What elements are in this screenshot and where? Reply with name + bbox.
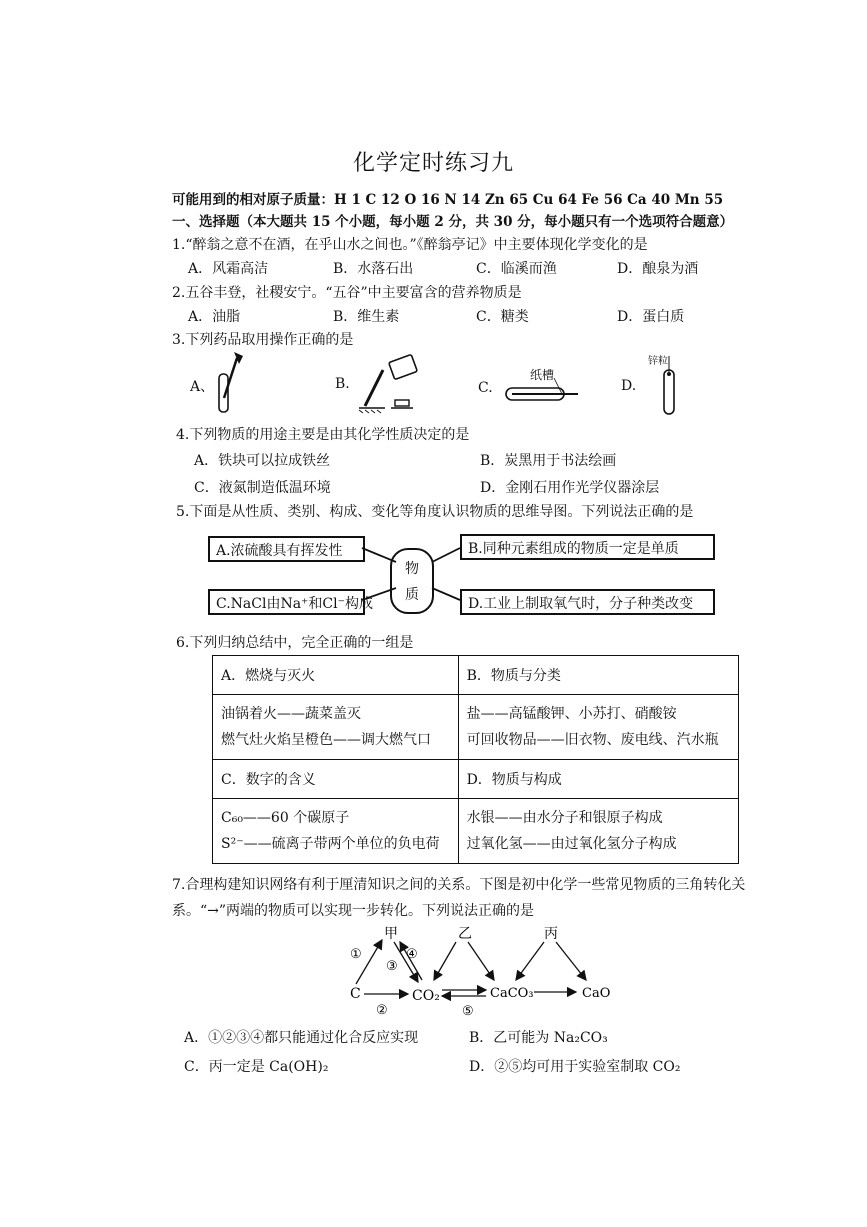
- q2-option-b: B．维生素: [333, 309, 400, 325]
- q7-option-b: B．乙可能为 Na₂CO₃: [469, 1030, 608, 1046]
- q7-node-co2: CO₂: [412, 988, 440, 1004]
- q7-label-5: ⑤: [462, 1004, 474, 1019]
- q7-diagram: [330, 918, 630, 1020]
- q3-label-c: 纸槽: [530, 368, 555, 382]
- q5-box-c: C.NaCl由Na⁺和Cl⁻构成: [208, 589, 365, 615]
- q5-box-d: D.工业上制取氧气时，分子种类改变: [460, 589, 715, 615]
- q6-cell-c-head: C．数字的含义: [213, 760, 459, 799]
- q7-option-c: C．丙一定是 Ca(OH)₂: [184, 1059, 329, 1075]
- q2-option-d: D．蛋白质: [617, 309, 685, 325]
- q5-center-bottom: 质: [405, 587, 419, 603]
- q5-center-top: 物: [405, 561, 419, 577]
- q6-cell-d-line1: 水银——由水分子和银原子构成: [466, 810, 663, 826]
- q6-cell-a-line1: 油锅着火——蔬菜盖灭: [221, 706, 361, 722]
- q7-arrow-yi-to-co2: [434, 942, 456, 980]
- q6-cell-a-head: A．燃烧与灭火: [213, 656, 459, 695]
- q1-option-d: D．酿泉为酒: [617, 261, 699, 277]
- q3-label-d: 锌粒: [648, 356, 668, 367]
- q7-option-d: D．②⑤均可用于实验室制取 CO₂: [469, 1059, 681, 1075]
- q3-option-c: C.: [478, 380, 493, 396]
- q6-cell-c-line1: C₆₀——60 个碳原子: [221, 810, 350, 826]
- q7-node-cao: CaO: [582, 986, 611, 1001]
- q4-stem: 4.下列物质的用途主要是由其化学性质决定的是: [176, 427, 470, 443]
- q1-option-c: C．临溪而渔: [476, 261, 557, 277]
- q6-cell-c-line2: S²⁻——硫离子带两个单位的负电荷: [221, 836, 440, 852]
- q1-option-b: B．水落石出: [333, 261, 414, 277]
- q5-box-a: A.浓硫酸具有挥发性: [208, 536, 365, 562]
- q3-option-d: D.: [621, 378, 637, 394]
- q7-node-caco3: CaCO₃: [490, 986, 534, 1001]
- q7-label-2: ②: [376, 1003, 388, 1018]
- q7-arrow-bing-to-caco3: [516, 942, 544, 980]
- q6-cell-a-line2: 燃气灶火焰呈橙色——调大燃气口: [221, 732, 431, 748]
- q7-label-1: ①: [350, 947, 362, 962]
- q3-stem: 3.下列药品取用操作正确的是: [172, 332, 354, 348]
- q2-stem: 2.五谷丰登，社稷安宁。“五谷”中主要富含的营养物质是: [172, 285, 522, 301]
- q6-cell-b-line1: 盐——高锰酸钾、小苏打、硝酸铵: [466, 706, 677, 722]
- q5-center-oval: [390, 548, 434, 614]
- q6-cell-b-head: B．物质与分类: [458, 656, 738, 695]
- q3-illustration-a: [205, 350, 255, 416]
- q6-cell-b-body: [458, 695, 738, 760]
- q6-cell-a-body: [213, 695, 459, 760]
- q7-stem-line1: 7.合理构建知识网络有利于厘清知识之间的关系。下图是初中化学一些常见物质的三角转化关: [172, 877, 746, 893]
- q7-node-jia: 甲: [384, 926, 398, 942]
- q6-stem: 6.下列归纳总结中，完全正确的一组是: [176, 635, 414, 651]
- q3-option-a: A、: [190, 379, 215, 395]
- q6-table: [212, 655, 739, 864]
- q3-illustration-b: [355, 352, 423, 414]
- q6-cell-d-head: D．物质与构成: [458, 760, 738, 799]
- q7-option-a: A．①②③④都只能通过化合反应实现: [184, 1030, 419, 1046]
- q4-option-c: C．液氮制造低温环境: [194, 480, 331, 496]
- q5-box-b: B.同种元素组成的物质一定是单质: [460, 534, 715, 560]
- q7-label-3: ③: [386, 959, 398, 974]
- q1-stem: 1.“醉翁之意不在酒，在乎山水之间也。”《醉翁亭记》中主要体现化学变化的是: [172, 237, 648, 253]
- q6-cell-b-line2: 可回收物品——旧衣物、废电线、汽水瓶: [466, 732, 719, 748]
- q2-option-c: C．糖类: [476, 309, 529, 325]
- q6-cell-d-body: [458, 799, 738, 864]
- q7-node-c: C: [350, 986, 361, 1002]
- page-title: 化学定时练习九: [352, 151, 514, 176]
- q2-option-a: A．油脂: [188, 309, 241, 325]
- q7-stem-line2: 系。“→”两端的物质可以实现一步转化。下列说法正确的是: [172, 903, 535, 919]
- q7-arrow-bing-to-cao: [556, 942, 586, 980]
- atomic-mass-line: 可能用到的相对原子质量：H 1 C 12 O 16 N 14 Zn 65 Cu 64 Fe 56 Ca 40 Mn 55: [172, 192, 724, 208]
- q7-label-4: ④: [406, 947, 418, 962]
- q4-option-d: D．金刚石用作光学仪器涂层: [480, 480, 660, 496]
- section-heading: 一、选择题（本大题共 15 个小题，每小题 2 分，共 30 分，每小题只有一个选项符合题意）: [172, 214, 734, 230]
- q6-cell-c-body: [213, 799, 459, 864]
- q1-option-a: A．风霜高洁: [188, 261, 269, 277]
- q4-option-a: A．铁块可以拉成铁丝: [194, 453, 331, 469]
- q5-stem: 5.下面是从性质、类别、构成、变化等角度认识物质的思维导图。下列说法正确的是: [176, 504, 694, 520]
- q7-node-bing: 丙: [544, 926, 558, 942]
- q4-option-b: B．炭黑用于书法绘画: [480, 453, 617, 469]
- q7-arrow-yi-to-caco3: [468, 942, 494, 980]
- q3-option-b: B.: [335, 376, 350, 392]
- q6-cell-d-line2: 过氧化氢——由过氧化氢分子构成: [466, 836, 677, 852]
- q7-node-yi: 乙: [458, 926, 472, 942]
